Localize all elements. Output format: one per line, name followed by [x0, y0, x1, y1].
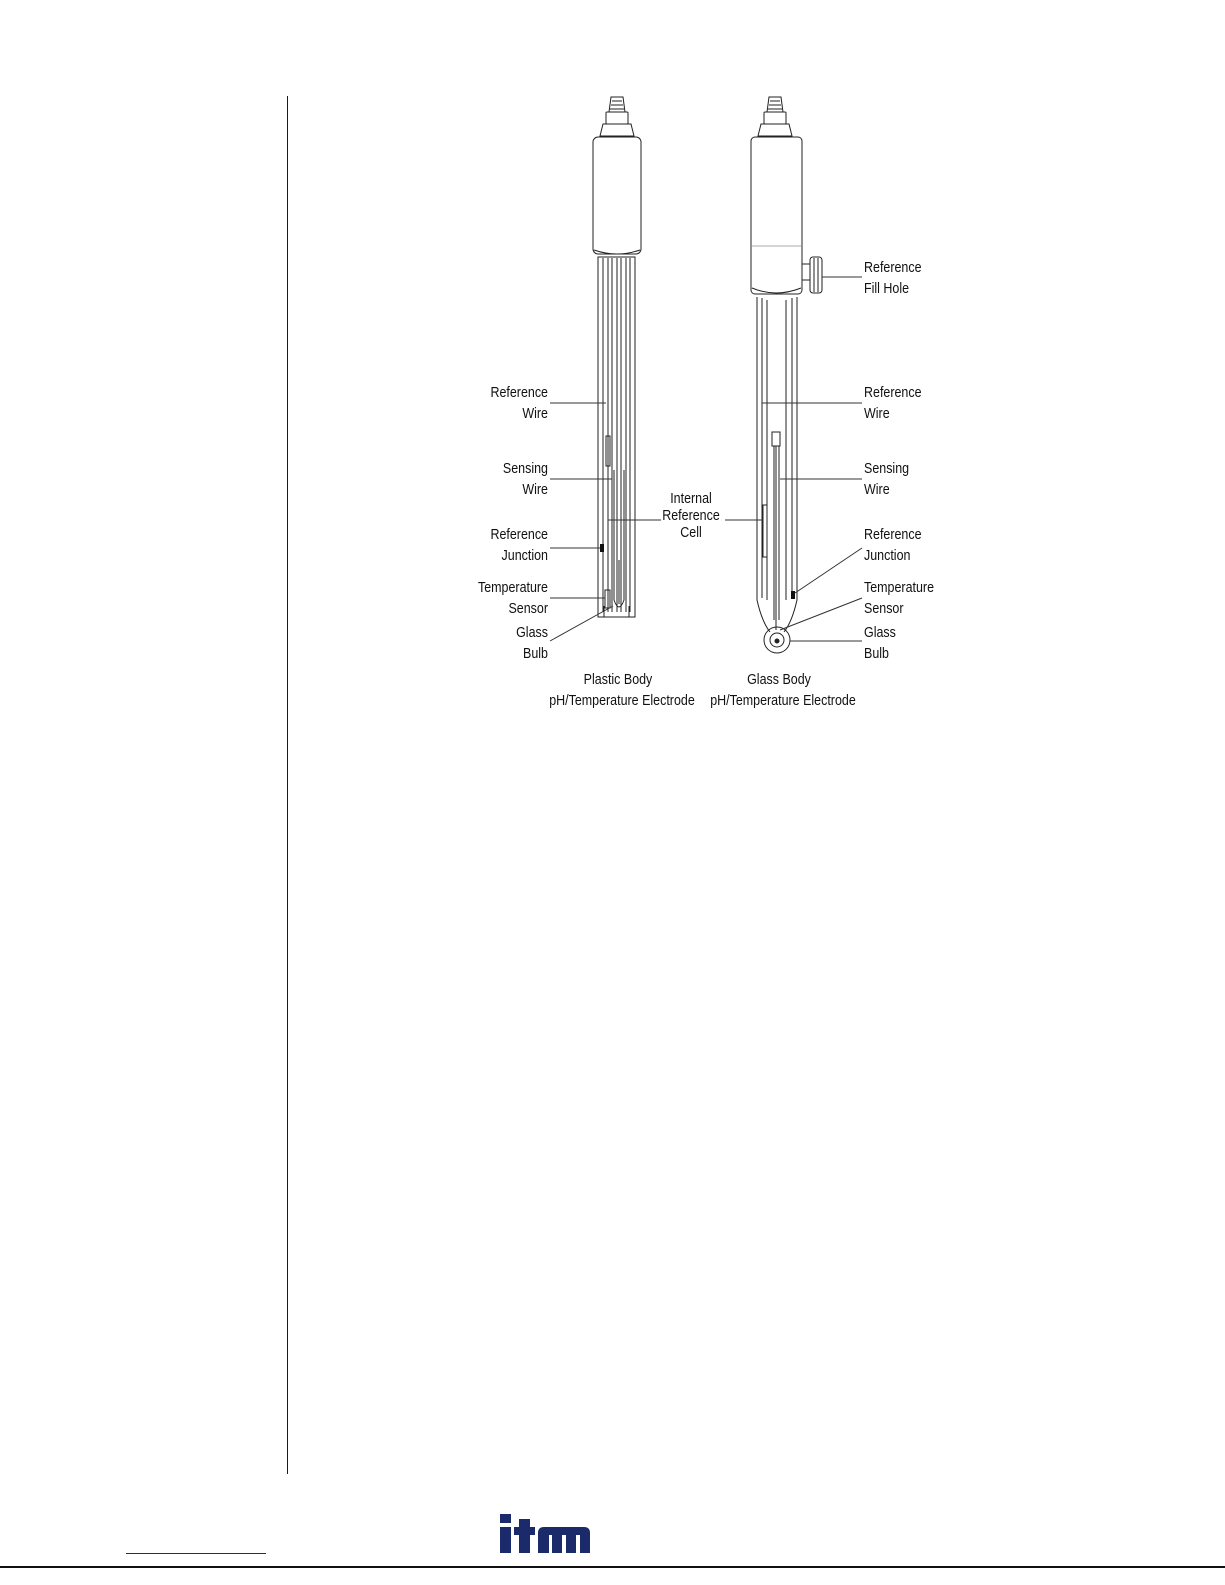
plastic-temperature-sensor-label: Temperature Sensor [477, 580, 548, 617]
leader-lines [550, 277, 862, 641]
glass-temperature-sensor-label: Temperature Sensor [864, 580, 935, 617]
glass-reference-junction-label: Reference Junction [864, 527, 922, 564]
plastic-body-electrode [593, 97, 641, 617]
internal-reference-cell-label: Internal Reference Cell [662, 491, 720, 541]
plastic-sensing-wire-label: Sensing Wire [502, 461, 548, 498]
glass-internal-reference-cell [763, 505, 767, 557]
plastic-reference-wire-label: Reference Wire [490, 385, 548, 422]
glass-reference-wire-label: Reference Wire [864, 385, 922, 422]
glass-reference-junction [791, 591, 795, 599]
glass-body-electrode [751, 97, 822, 653]
footer-link-underline[interactable] [126, 1553, 266, 1554]
glass-body-caption: Glass Body pH/Temperature Electrode [710, 672, 856, 709]
glass-handle [751, 137, 802, 294]
bottom-rule [0, 1566, 1225, 1568]
plastic-reference-junction-label: Reference Junction [490, 527, 548, 564]
glass-glass-bulb-label: Glass Bulb [864, 625, 896, 662]
plastic-body-caption: Plastic Body pH/Temperature Electrode [549, 672, 695, 709]
glass-sensing-wire-label: Sensing Wire [864, 461, 910, 498]
plastic-reference-junction [600, 544, 604, 552]
plastic-glass-bulb-label: Glass Bulb [516, 625, 548, 662]
itm-logo [500, 1514, 592, 1556]
glass-shaft [757, 297, 797, 632]
reference-fill-hole-knob [802, 264, 810, 280]
plastic-handle [593, 137, 641, 254]
glass-reference-fill-hole-label: Reference Fill Hole [864, 260, 922, 297]
